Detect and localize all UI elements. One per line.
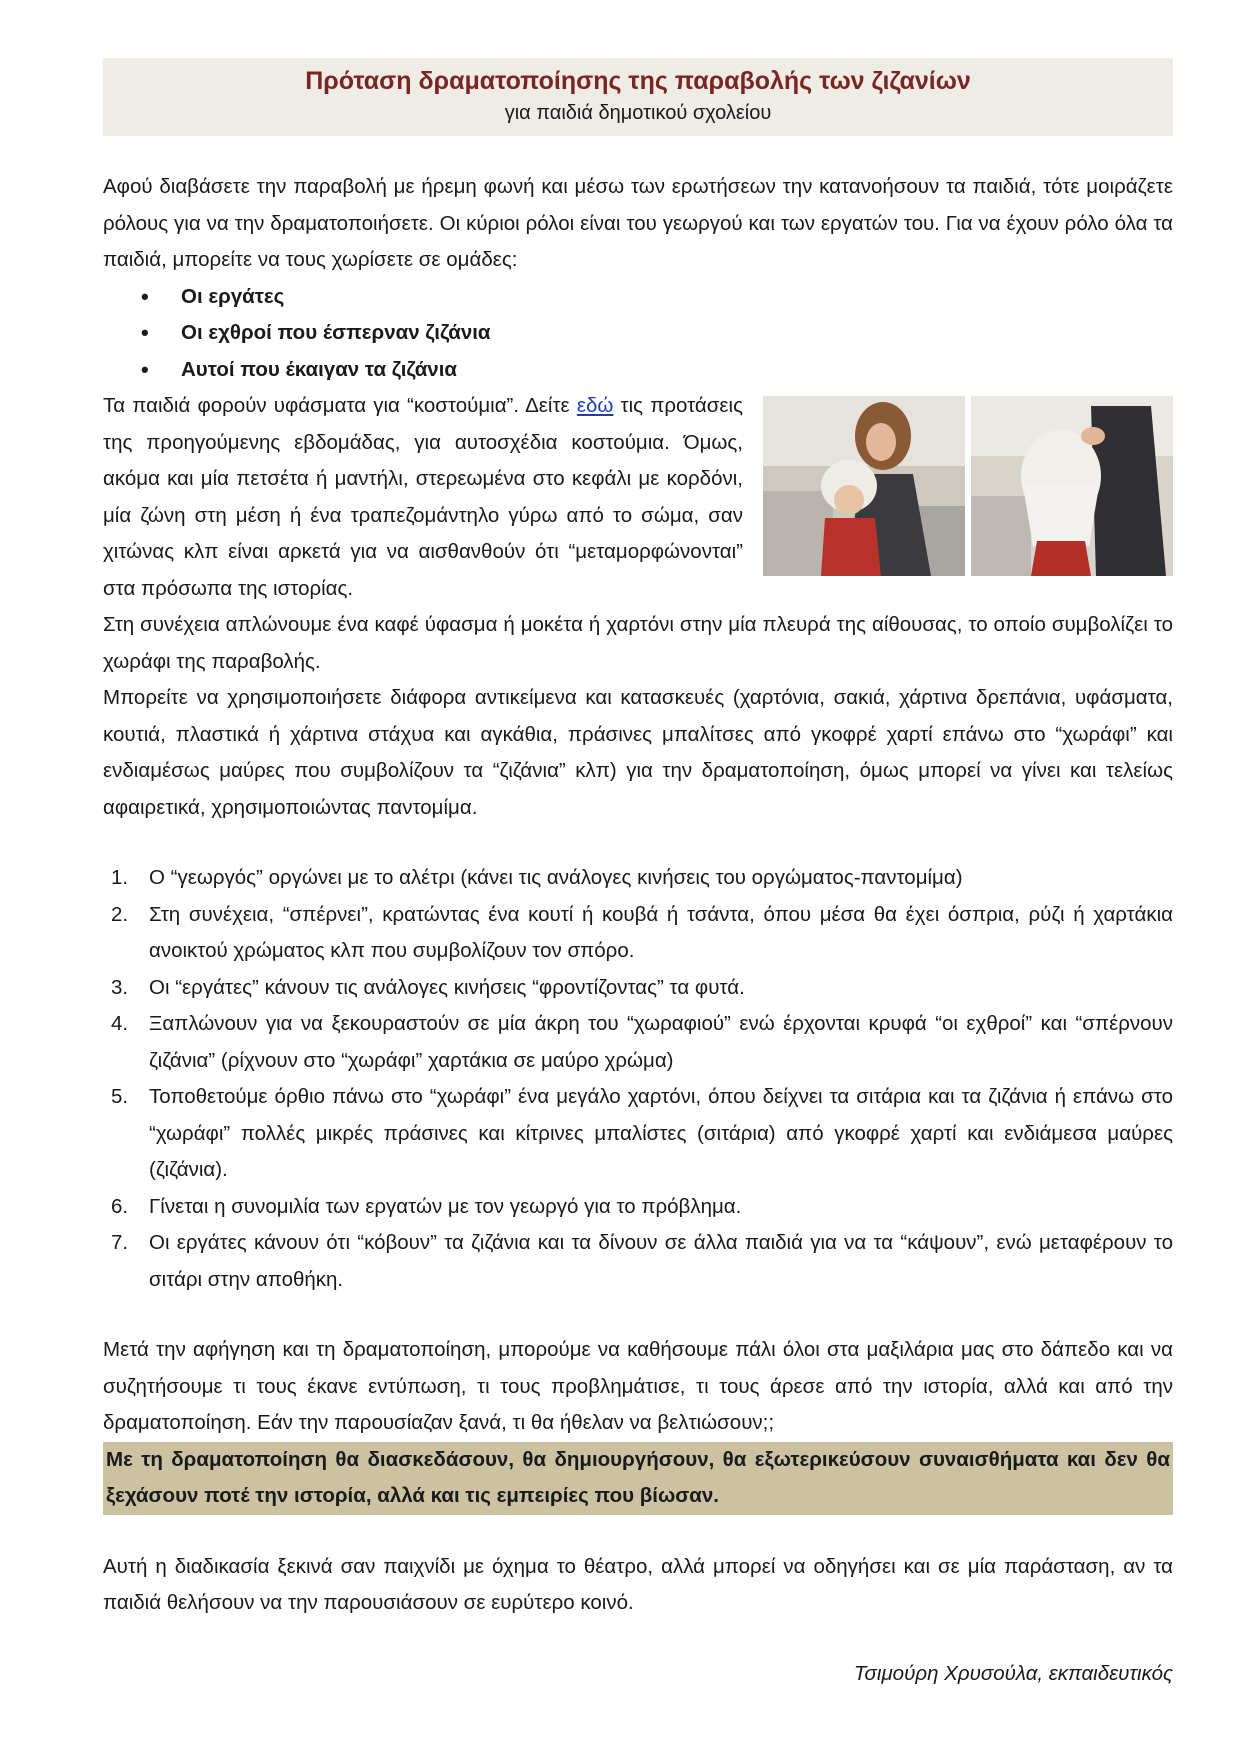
here-link[interactable]: εδώ	[576, 394, 614, 417]
closing-paragraph: Αυτή η διαδικασία ξεκινά σαν παιχνίδι με όχημα το θέατρο, αλλά μπορεί να οδηγήσει και σε μία παράσταση, αν τα παιδιά θελήσουν να την παρουσιάσουν σε ευρύτερο κοινό.	[103, 1554, 1173, 1614]
step-number: 2.	[111, 902, 129, 926]
step-text: Ο “γεωργός” οργώνει με το αλέτρι (κάνει τις ανάλογες κινήσεις του οργώματος-παντομίμα)	[149, 866, 963, 889]
costume-section	[103, 388, 1173, 607]
costume-paragraph	[103, 388, 743, 607]
title-box	[103, 58, 1173, 136]
roles-list	[141, 279, 1173, 389]
costume-photo-right	[971, 396, 1173, 576]
materials-paragraph: Μπορείτε να χρησιμοποιήσετε διάφορα αντικείμενα και κατασκευές (χαρτόνια, σακιά, χάρτινα δρεπάνια, υφάσματα, κουτιά, πλαστικά ή χάρτινα στάχυα και αγκάθια, πράσινες μπαλίτσες από γκοφρέ χαρτί επάνω στο “χωράφι” και ενδιαμέσως μαύρες που συμβολίζουν τα “ζιζάνια” κλπ) για την δραματοποίηση, όμως μπορεί να γίνει και τελείως αφαιρετικά, χρησιμοποιώντας παντομίμα.	[103, 686, 1173, 819]
step-number: 5.	[111, 1085, 129, 1108]
step-text: Τοποθετούμε όρθιο πάνω στο “χωράφι” ένα μεγάλο χαρτόνι, όπου δείχνει τα σιτάρια και τα ζιζάνια ή επάνω στο “χωράφι” πολλές μικρές πράσινες και κίτρινες μπαλίστες (σιτάρια) από γκοφρέ χαρτί και ενδιάμεσα μαύρες (ζιζάνια).	[149, 1085, 1173, 1181]
step-number: 7.	[111, 1231, 129, 1254]
role-item: • Οι εχθροί που έσπερναν ζιζάνια	[141, 315, 1173, 352]
step-text: Ξαπλώνουν για να ξεκουραστούν σε μία άκρη του “χωραφιού” ενώ έρχονται κρυφά “οι εχθροί” και “σπέρνουν ζιζάνια” (ρίχνουν στο “χωράφι” χαρτάκια σε μαύρο χρώμα)	[149, 1012, 1173, 1072]
step-number: 1.	[111, 866, 129, 889]
discussion-paragraph: Μετά την αφήγηση και τη δραματοποίηση, μπορούμε να καθήσουμε πάλι όλοι στα μαξιλάρια μας στο δάπεδο και να συζητήσουμε τι τους έκανε εντύπωση, τι τους προβλημάτισε, τι τους άρεσε από την ιστορία, αλλά και από την δραματοποίηση. Εάν την παρουσίαζαν ξανά, τι θα ήθελαν να βελτιώσουν;;	[103, 1338, 1173, 1434]
role-item: • Αυτοί που έκαιγαν τα ζιζάνια	[141, 352, 1173, 389]
document-page	[103, 58, 1173, 1692]
costume-photos	[763, 396, 1173, 576]
author-signature: Τσιμούρη Χρυσούλα, εκπαιδευτικός	[853, 1661, 1173, 1685]
step-item	[103, 1225, 1173, 1298]
document-subtitle: για παιδιά δημοτικού σχολείου	[504, 102, 772, 124]
step-number: 4.	[111, 1012, 129, 1035]
document-title: Πρόταση δραματοποίησης της παραβολής των ζιζανίων	[305, 67, 971, 95]
step-number: 6.	[111, 1194, 129, 1218]
step-text: Οι εργάτες κάνουν ότι “κόβουν” τα ζιζάνια και τα δίνουν σε άλλα παιδιά για να τα “κάψουν”, ενώ μεταφέρουν το σιτάρι στην αποθήκη.	[149, 1231, 1173, 1291]
costume-text-end: τις προτάσεις της προηγούμενης εβδομάδας, για αυτοσχέδια κοστούμια. Όμως, ακόμα και μία πετσέτα ή μαντήλι, στερεωμένα στο κεφάλι με κορδόνι, μία ζώνη στη μέση ή ένα τραπεζομάντηλο γύρω από το σώμα, σαν χιτώνας κλπ είναι αρκετά για να αισθανθούν ότι “μεταμορφώνονται” στα πρόσωπα της ιστορίας.	[103, 394, 743, 600]
costume-photo-left	[763, 396, 965, 576]
step-item	[103, 1006, 1173, 1079]
step-text: Γίνεται η συνομιλία των εργατών με τον γεωργό για το πρόβλημα.	[149, 1194, 742, 1218]
field-paragraph: Στη συνέχεια απλώνουμε ένα καφέ ύφασμα ή μοκέτα ή χαρτόνι στην μία πλευρά της αίθουσας, το οποίο συμβολίζει το χωράφι της παραβολής.	[103, 613, 1173, 673]
step-item	[103, 1189, 1173, 1226]
step-item	[103, 860, 1173, 897]
intro-paragraph: Αφού διαβάσετε την παραβολή με ήρεμη φωνή και μέσω των ερωτήσεων την κατανοήσουν τα παιδιά, τότε μοιράζετε ρόλους για να την δραματοποιήσετε. Οι κύριοι ρόλοι είναι του γεωργού και των εργατών του. Για να έχουν ρόλο όλα τα παιδιά, μπορείτε να τους χωρίσετε σε ομάδες:	[103, 175, 1173, 271]
steps-list	[103, 860, 1173, 1298]
costume-text-start: Τα παιδιά φορούν υφάσματα για “κοστούμια”. Δείτε	[103, 394, 577, 417]
step-item	[103, 970, 1173, 1007]
step-text: Οι “εργάτες” κάνουν τις ανάλογες κινήσεις “φροντίζοντας” τα φυτά.	[149, 975, 745, 999]
role-item: • Οι εργάτες	[141, 279, 1173, 316]
step-item	[103, 897, 1173, 970]
step-item	[103, 1079, 1173, 1189]
step-number: 3.	[111, 975, 129, 999]
highlight-paragraph: Με τη δραματοποίηση θα διασκεδάσουν, θα δημιουργήσουν, θα εξωτερικεύσουν συναισθήματα και δεν θα ξεχάσουν ποτέ την ιστορία, αλλά και τις εμπειρίες που βίωσαν.	[103, 1442, 1173, 1515]
step-text: Στη συνέχεια, “σπέρνει”, κρατώντας ένα κουτί ή κουβά ή τσάντα, όπου μέσα θα έχει όσπρια, ρύζι ή χαρτάκια ανοικτού χρώματος κλπ που συμβολίζουν τον σπόρο.	[149, 902, 1173, 962]
